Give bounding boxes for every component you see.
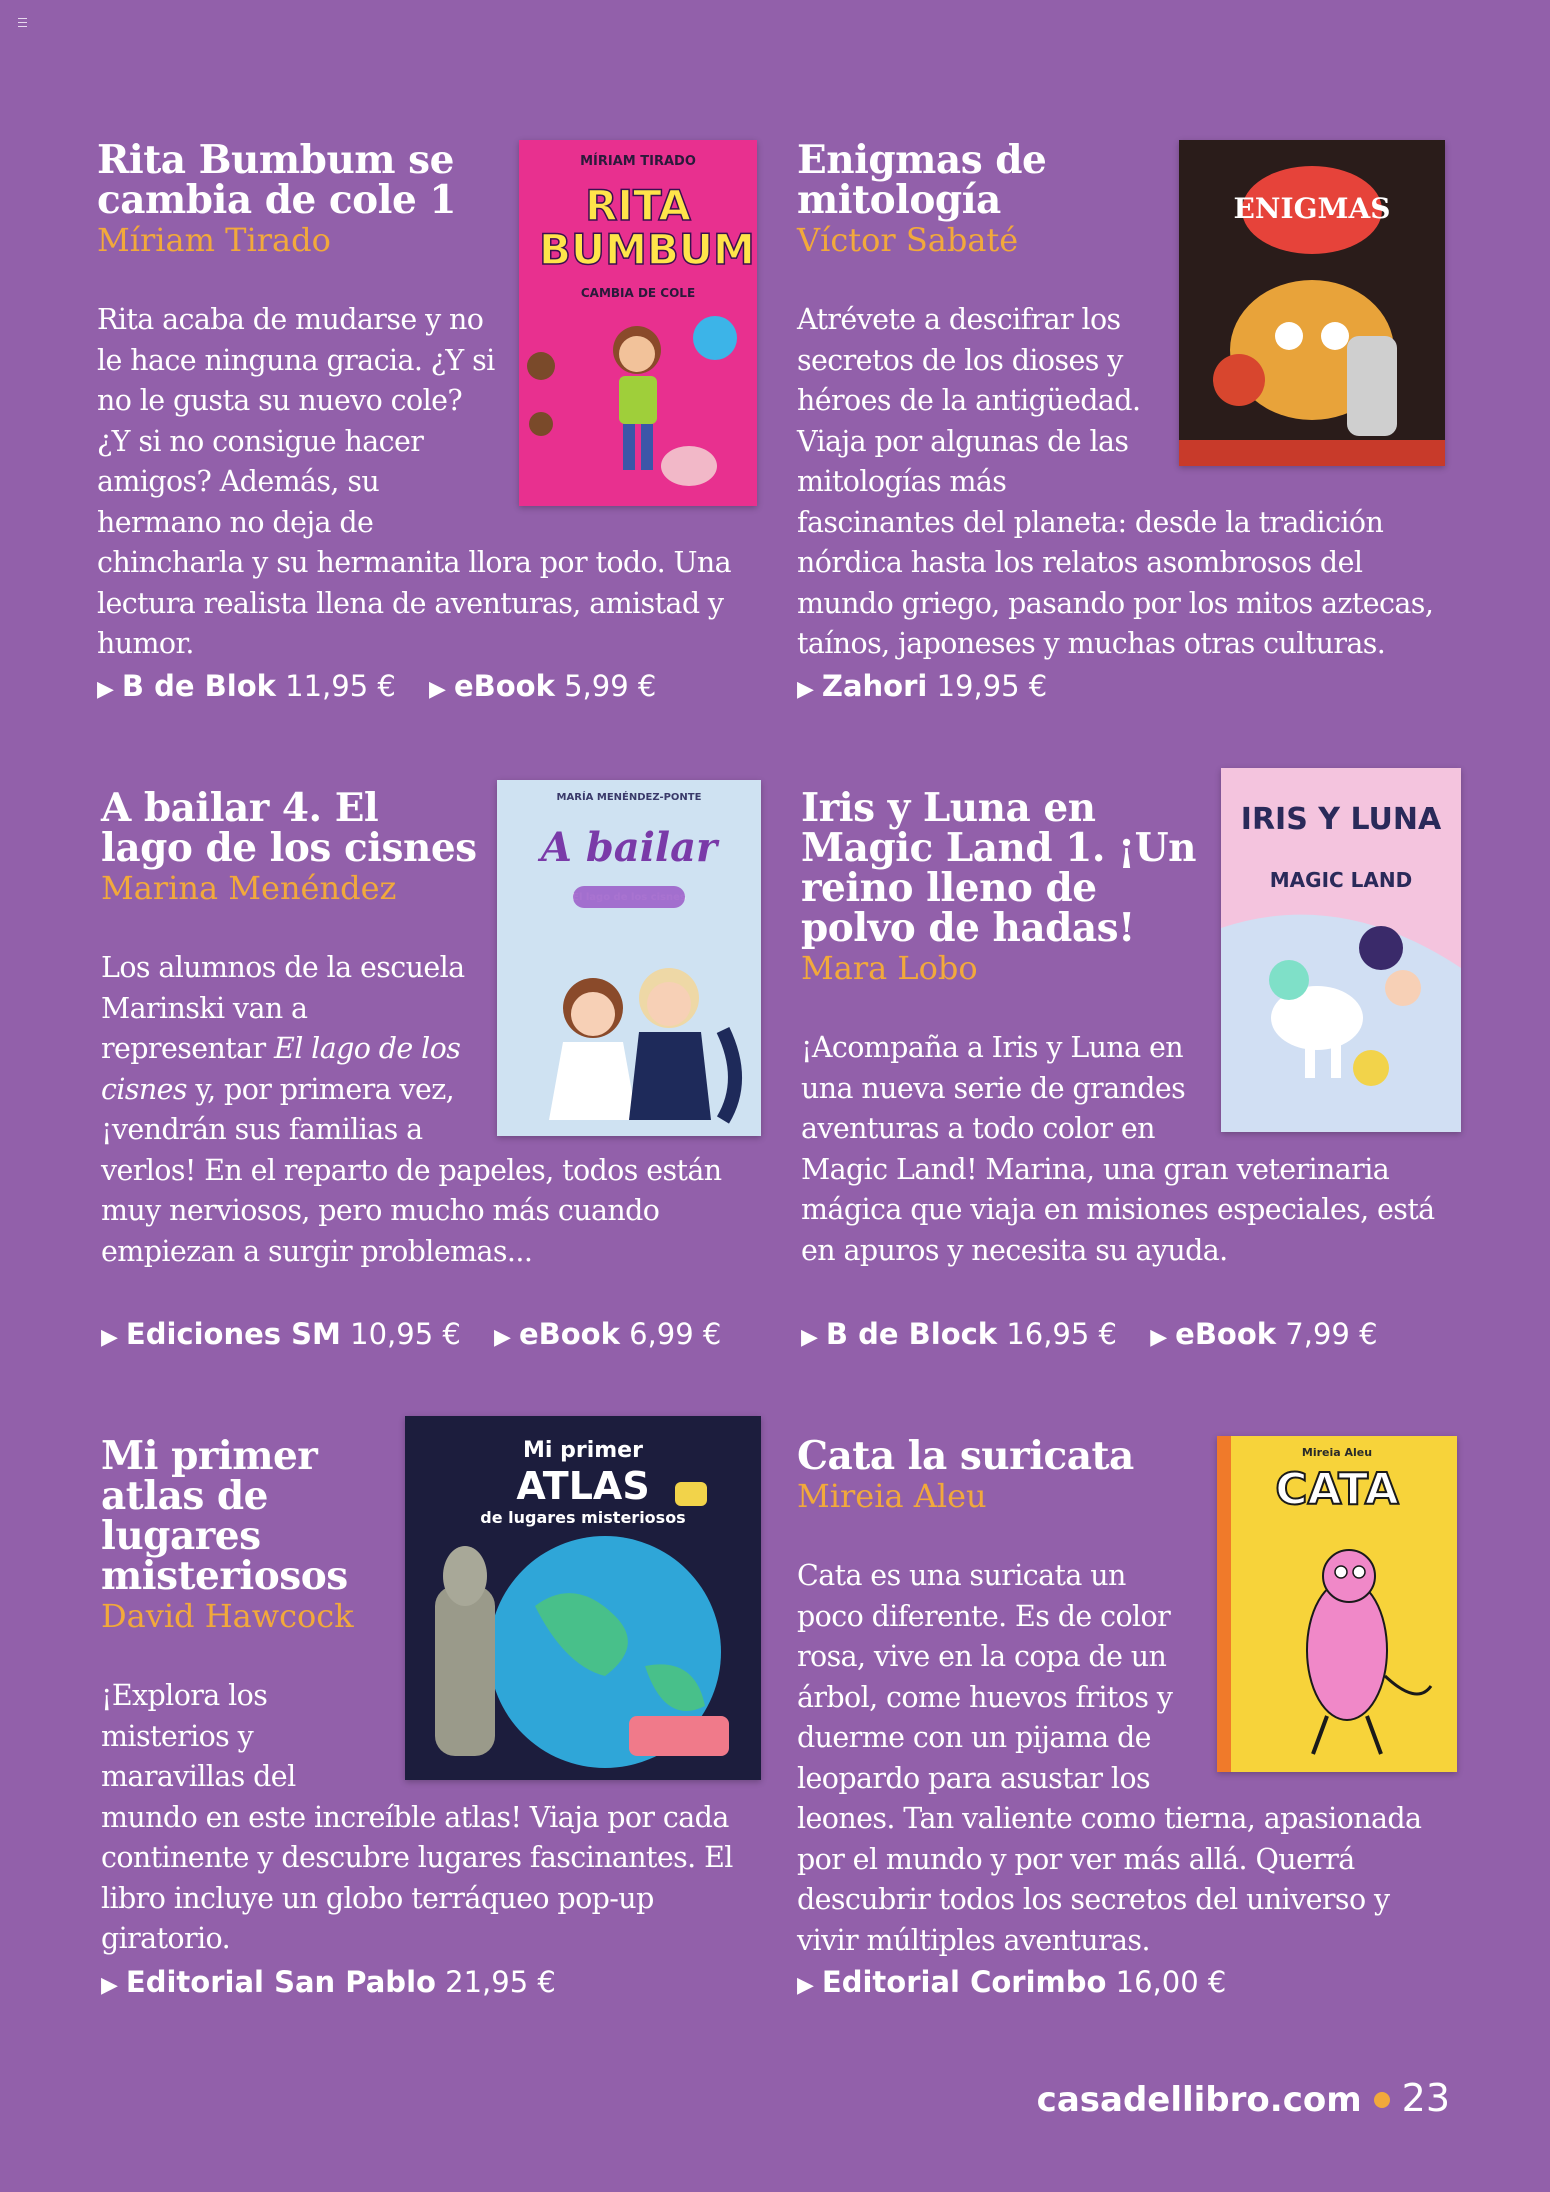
cover-title: ENIGMAS <box>1233 192 1391 225</box>
book-card-rita-bumbum <box>97 137 757 703</box>
cover-illustration <box>1217 1436 1457 1772</box>
book-description: Rita acaba de mudarse y no le hace ninguna gracia. ¿Y si no le gusta su nuevo cole? ¿Y si no consigue hacer amigos? Además, su hermano no deja de chincharla y su hermanita llora por todo. Una lectura realista llena de aventuras, amistad y humor. <box>97 303 732 660</box>
book-title: A bailar 4. El lago de los cisnes <box>101 785 477 871</box>
book-title: Mi primer atlas de lugares misteriosos <box>101 1433 348 1599</box>
book-author: Marina Menéndez <box>101 869 397 907</box>
cover-subtitle: MAGIC LAND <box>1269 868 1413 892</box>
price-list <box>97 666 680 710</box>
play-arrow-icon: ▶ <box>797 677 814 702</box>
menu-icon[interactable] <box>18 18 27 27</box>
cover-title: RITA BUMBUM <box>539 181 755 274</box>
desc-italic-title: El lago de los cisnes <box>101 1032 461 1106</box>
cover-author: MÍRIAM TIRADO <box>580 154 696 169</box>
price-item-ebook[interactable]: ▶ eBook 7,99 € <box>1150 1317 1378 1351</box>
book-description: ¡Acompaña a Iris y Luna en una nueva serie de grandes aventuras a todo color en Magic Land! Marina, una gran veterinaria mágica que viaja en misiones especiales, está en apuros y necesita su ayuda. <box>801 1031 1435 1267</box>
site-link[interactable]: casadellibro.com <box>1036 2080 1362 2120</box>
cover-illustration <box>405 1416 761 1780</box>
book-cover-enigmas[interactable] <box>1179 140 1445 466</box>
book-description: Atrévete a descifrar los secretos de los dioses y héroes de la antigüedad. Viaja por algunas de las mitologías más fascinantes del planeta: desde la tradición nórdica hasta los relatos asombrosos del mundo griego, pasando por los mitos aztecas, taínos, japoneses y muchas otras culturas. <box>797 303 1434 660</box>
book-card-atlas <box>101 1433 761 1999</box>
book-cover-rita-bumbum[interactable] <box>519 140 757 506</box>
play-arrow-icon: ▶ <box>97 677 114 702</box>
book-title: Iris y Luna en Magic Land 1. ¡Un reino lleno de polvo de hadas! <box>801 785 1197 951</box>
book-author: David Hawcock <box>101 1597 354 1635</box>
book-cover-atlas[interactable] <box>405 1416 761 1780</box>
book-card-cata <box>797 1433 1457 1999</box>
book-title: Rita Bumbum se cambia de cole 1 <box>97 137 456 223</box>
price-list <box>801 1314 1402 1358</box>
book-title: Enigmas de mitología <box>797 137 1047 223</box>
desc-part: y, por primera vez, ¡vendrán sus familias a verlos! En el reparto de papeles, todos están muy nerviosos, pero mucho más cuando empiezan a surgir problemas... <box>101 1072 722 1268</box>
cover-illustration <box>1179 140 1445 466</box>
cover-title: ATLAS <box>516 1464 650 1508</box>
play-arrow-icon: ▶ <box>797 1973 814 1998</box>
cover-subtitle: de lugares misteriosos <box>480 1508 686 1527</box>
price-item-ebook[interactable]: ▶ eBook 5,99 € <box>429 669 657 703</box>
play-arrow-icon: ▶ <box>1150 1325 1168 1350</box>
play-arrow-icon: ▶ <box>429 677 446 702</box>
desc-part: Los alumnos de la escuela Marinski van a representar <box>101 951 465 1065</box>
book-cover-iris-luna[interactable] <box>1221 768 1461 1132</box>
book-cover-a-bailar[interactable] <box>497 780 761 1136</box>
price-item-publisher[interactable]: ▶ Editorial Corimbo 16,00 € <box>797 1965 1227 1999</box>
price-item-publisher[interactable]: ▶ Ediciones SM 10,95 € <box>101 1317 461 1351</box>
book-description: ¡Explora los misterios y maravillas del mundo en este increíble atlas! Viaja por cada continente y descubre lugares fascinantes. El libro incluye un globo terráqueo pop-up giratorio. <box>101 1679 733 1955</box>
play-arrow-icon: ▶ <box>494 1325 511 1350</box>
cover-title: IRIS Y LUNA <box>1240 802 1442 837</box>
price-list <box>101 1314 745 1358</box>
price-item-publisher[interactable]: ▶ B de Blok 11,95 € <box>97 669 396 703</box>
price-item-publisher[interactable]: ▶ Zahori 19,95 € <box>797 669 1048 703</box>
book-author: Mara Lobo <box>801 949 978 987</box>
price-list <box>797 1962 1250 2006</box>
book-cover-cata[interactable] <box>1217 1436 1457 1772</box>
cover-author: Mireia Aleu <box>1301 1446 1373 1459</box>
play-arrow-icon: ▶ <box>101 1325 118 1350</box>
cover-illustration <box>519 140 757 506</box>
cover-author: MARÍA MENÉNDEZ-PONTE <box>556 792 702 803</box>
price-list <box>797 666 1071 710</box>
play-arrow-icon: ▶ <box>101 1973 118 1998</box>
play-arrow-icon: ▶ <box>801 1325 818 1350</box>
price-item-publisher[interactable]: ▶ B de Block 16,95 € <box>801 1317 1118 1351</box>
book-card-iris-luna <box>801 785 1461 1351</box>
cover-illustration <box>1221 768 1461 1132</box>
cover-title-top: Mi primer <box>523 1438 643 1463</box>
cover-illustration <box>497 780 761 1136</box>
page-number: 23 <box>1401 2076 1450 2120</box>
cover-title: CATA <box>1275 1464 1399 1515</box>
cover-title: A bailar <box>540 824 718 871</box>
cover-subtitle: CAMBIA DE COLE <box>580 286 696 300</box>
book-author: Víctor Sabaté <box>797 221 1019 259</box>
price-item-publisher[interactable]: ▶ Editorial San Pablo 21,95 € <box>101 1965 556 1999</box>
book-card-enigmas <box>797 137 1457 703</box>
book-description: Cata es una suricata un poco diferente. Es de color rosa, vive en la copa de un árbol, come huevos fritos y duerme con un pijama de leopardo para asustar los leones. Tan valiente como tierna, apasionada por el mundo y por ver más allá. Querrá descubrir todos los secretos del universo y vivir múltiples aventuras. <box>797 1559 1422 1957</box>
book-author: Míriam Tirado <box>97 221 331 259</box>
price-list <box>101 1962 580 2006</box>
book-author: Mireia Aleu <box>797 1477 987 1515</box>
book-card-a-bailar <box>101 785 761 1351</box>
book-title: Cata la suricata <box>797 1433 1134 1479</box>
page-footer <box>1037 2076 1450 2120</box>
dot-separator <box>1374 2092 1390 2108</box>
price-item-ebook[interactable]: ▶ eBook 6,99 € <box>494 1317 722 1351</box>
